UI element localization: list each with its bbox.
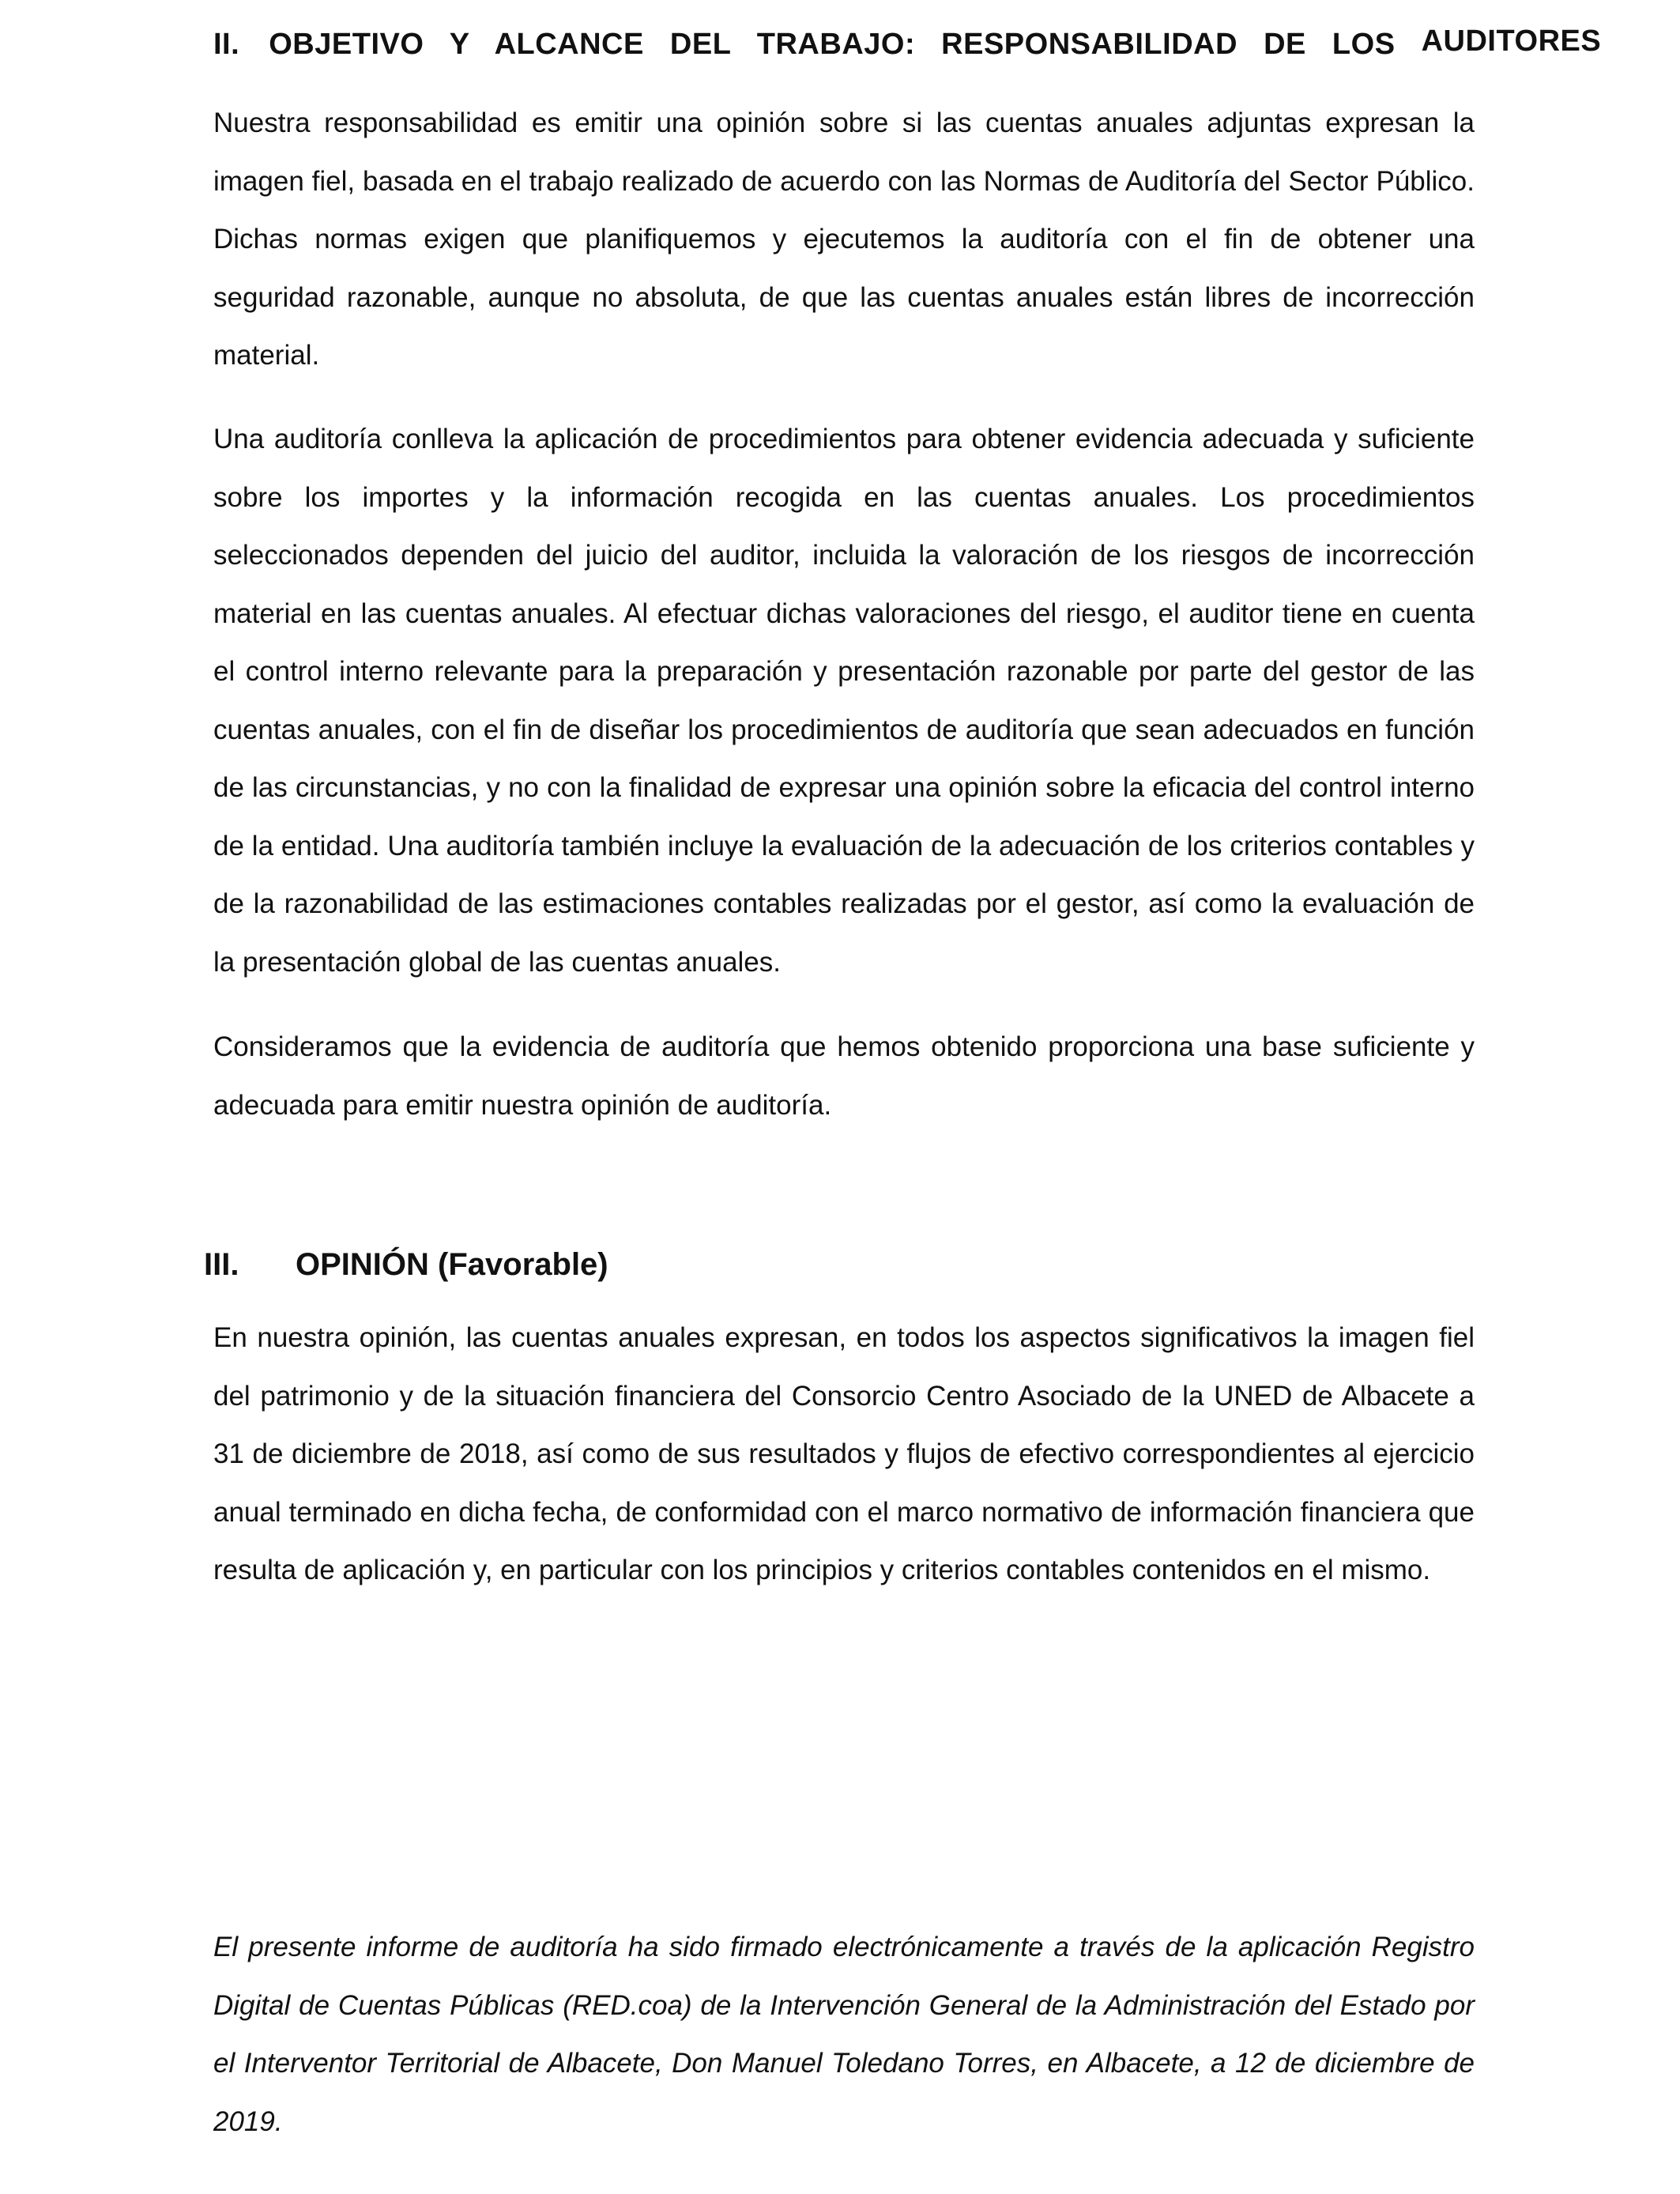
- section-2-title: OBJETIVO Y ALCANCE DEL TRABAJO: RESPONSABILIDAD DE LOS: [269, 28, 1396, 61]
- section-2-paragraph-1: Nuestra responsabilidad es emitir una opinión sobre si las cuentas anuales adjuntas expresan la imagen fiel, basada en el trabajo realizado de acuerdo con las Normas de Auditoría del Sector Público. Dichas normas exigen que planifiquemos y ejecutemos la auditoría con el fin de obtener una seguridad razonable, aunque no absoluta, de que las cuentas anuales están libres de incorrección material.: [213, 107, 1475, 371]
- section-3-paragraph: En nuestra opinión, las cuentas anuales expresan, en todos los aspectos significativos la imagen fiel del patrimonio y de la situación financiera del Consorcio Centro Asociado de la UNED de Albacete a 31 de diciembre de 2018, así como de sus resultados y flujos de efectivo correspondientes al ejercicio anual terminado en dicha fecha, de conformidad con el marco normativo de información financiera que resulta de aplicación y, en particular con los principios y criterios contables contenidos en el mismo.: [213, 1322, 1475, 1585]
- section-3-heading: [204, 1241, 608, 1288]
- section-3-title: OPINIÓN (Favorable): [296, 1247, 608, 1282]
- section-2-heading: [213, 22, 1602, 66]
- section-2-paragraph-3: Consideramos que la evidencia de auditoría que hemos obtenido proporciona una base suficiente y adecuada para emitir nuestra opinión de auditoría.: [213, 1031, 1475, 1121]
- section-2-title-last-word: AUDITORES: [1421, 25, 1602, 58]
- section-3-number: III.: [204, 1247, 239, 1282]
- section-2-paragraph-2: Una auditoría conlleva la aplicación de procedimientos para obtener evidencia adecuada y suficiente sobre los importes y la información recogida en las cuentas anuales. Los procedimientos seleccionados dependen del juicio del auditor, incluida la valoración de los riesgos de incorrección material en las cuentas anuales. Al efectuar dichas valoraciones del riesgo, el auditor tiene en cuenta el control interno relevante para la preparación y presentación razonable por parte del gestor de las cuentas anuales, con el fin de diseñar los procedimientos de auditoría que sean adecuados en función de las circunstancias, y no con la finalidad de expresar una opinión sobre la eficacia del control interno de la entidad. Una auditoría también incluye la evaluación de la adecuación de los criterios contables y de la razonabilidad de las estimaciones contables realizadas por el gestor, así como la evaluación de la presentación global de las cuentas anuales.: [213, 424, 1475, 978]
- signature-note: El presente informe de auditoría ha sido firmado electrónicamente a través de la aplicación Registro Digital de Cuentas Públicas (RED.coa) de la Intervención General de la Administración del Estado por el Interventor Territorial de Albacete, Don Manuel Toledano Torres, en Albacete, a 12 de diciembre de 2019.: [213, 1932, 1475, 2137]
- section-2-number: II.: [213, 28, 240, 61]
